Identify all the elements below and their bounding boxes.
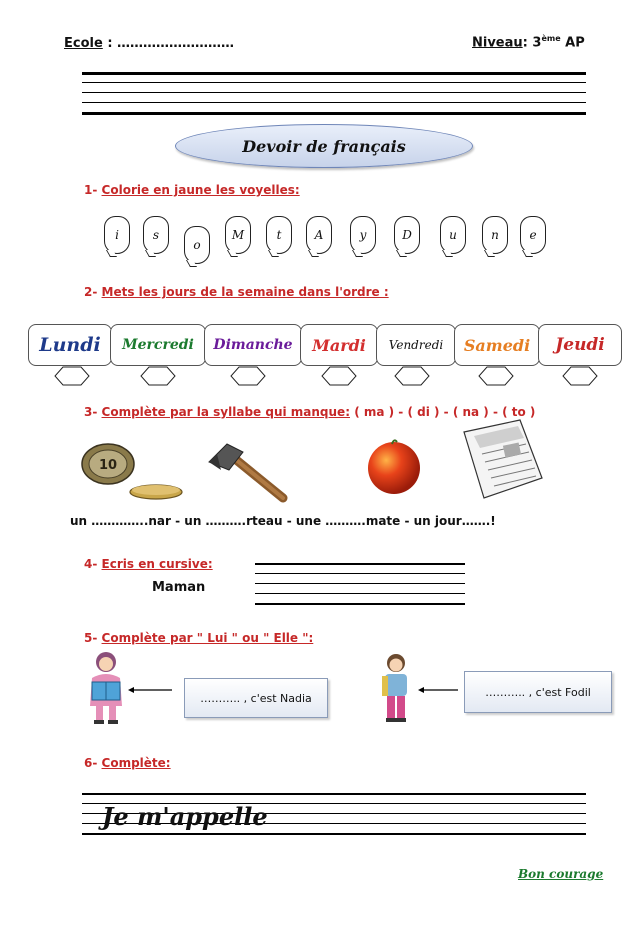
cursive-word: Maman: [152, 580, 206, 595]
day-card-lundi[interactable]: Lundi: [28, 324, 112, 366]
answer-hexagon[interactable]: [140, 366, 176, 386]
day-card-vendredi[interactable]: Vendredi: [376, 324, 456, 366]
answer-hexagon[interactable]: [394, 366, 430, 386]
letter-bubble[interactable]: A: [306, 216, 332, 254]
day-card-jeudi[interactable]: Jeudi: [538, 324, 622, 366]
title-banner: [175, 124, 473, 168]
letter-bubble[interactable]: D: [394, 216, 420, 254]
question-4: 4- Ecris en cursive:: [84, 557, 213, 571]
day-card-mercredi[interactable]: Mercredi: [110, 324, 206, 366]
ecole-field: Ecole : ………………………: [64, 36, 235, 51]
letter-bubble[interactable]: y: [350, 216, 376, 254]
answer-hexagon[interactable]: [54, 366, 90, 386]
arrow-left-icon: [418, 686, 458, 694]
letter-bubble[interactable]: s: [143, 216, 169, 254]
coins-image: [78, 440, 188, 504]
answer-box-nadia[interactable]: ……….. , c'est Nadia: [184, 678, 328, 718]
day-card-mardi[interactable]: Mardi: [300, 324, 378, 366]
answer-box-fodil[interactable]: ……….. , c'est Fodil: [464, 671, 612, 713]
question-1: 1- Colorie en jaune les voyelles:: [84, 183, 300, 197]
letter-bubble[interactable]: M: [225, 216, 251, 254]
question-2: 2- Mets les jours de la semaine dans l'ordre :: [84, 285, 389, 299]
syllable-sentence: un …………..nar - un ……….rteau - une ……….mate - un jour…….!: [70, 514, 496, 528]
niveau-field: Niveau: 3ème AP: [472, 34, 585, 51]
answer-hexagon[interactable]: [321, 366, 357, 386]
boy-image: [378, 652, 414, 726]
letter-bubble[interactable]: e: [520, 216, 546, 254]
question-6: 6- Complète:: [84, 756, 171, 770]
tomato-image: [364, 436, 424, 496]
cursive-sentence-start: Je m'appelle: [102, 802, 268, 831]
bon-courage-footer: Bon courage: [518, 867, 604, 881]
newspaper-image: [458, 418, 548, 504]
question-5: 5- Complète par " Lui " ou " Elle ":: [84, 631, 314, 645]
letter-bubble[interactable]: n: [482, 216, 508, 254]
coin-value-label: 10: [98, 458, 118, 473]
question-3: 3- Complète par la syllabe qui manque: ( ma ) - ( di ) - ( na ) - ( to ): [84, 405, 536, 419]
page-title: Devoir de français: [242, 136, 406, 156]
day-card-dimanche[interactable]: Dimanche: [204, 324, 302, 366]
answer-hexagon[interactable]: [562, 366, 598, 386]
letter-bubble[interactable]: o: [184, 226, 210, 264]
letter-bubble[interactable]: u: [440, 216, 466, 254]
letter-bubble[interactable]: i: [104, 216, 130, 254]
letter-bubble[interactable]: t: [266, 216, 292, 254]
hammer-image: [205, 440, 295, 508]
answer-hexagon[interactable]: [478, 366, 514, 386]
answer-hexagon[interactable]: [230, 366, 266, 386]
girl-image: [84, 650, 128, 726]
arrow-left-icon: [128, 686, 172, 694]
day-card-samedi[interactable]: Samedi: [454, 324, 540, 366]
